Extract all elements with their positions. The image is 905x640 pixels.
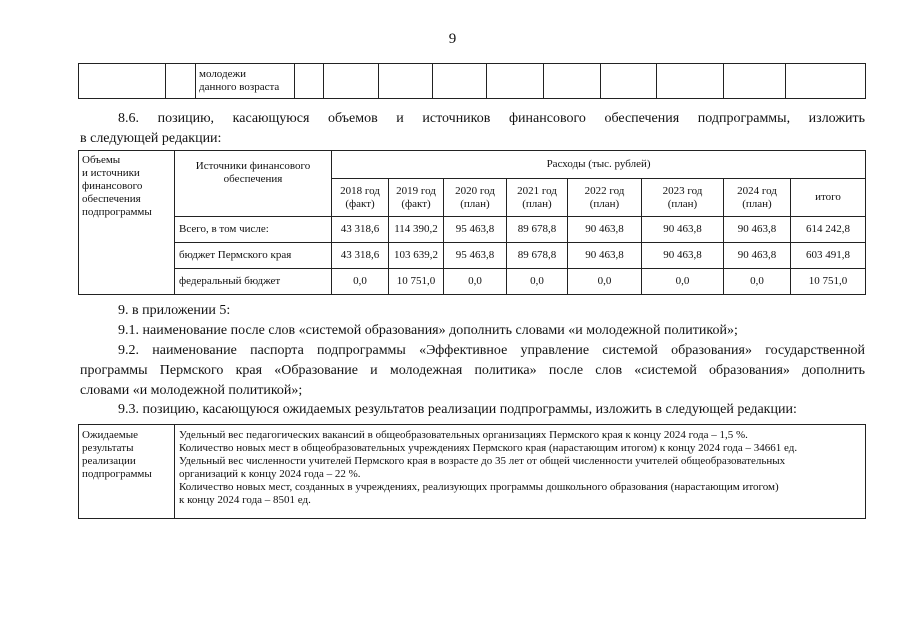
year-label: 2024 год [737, 184, 777, 197]
year-header [724, 179, 791, 217]
value-cell: 89 678,8 [507, 243, 568, 269]
result-line: Удельный вес педагогических вакансий в общеобразовательных организациях Пермского края к концу 2024 года – 1,5 %. [179, 429, 748, 441]
year-kind: (план) [742, 197, 772, 210]
cell-text: молодежи [199, 68, 246, 80]
value-cell: 0,0 [332, 269, 389, 295]
table-row [79, 269, 866, 295]
value-cell: 10 751,0 [389, 269, 444, 295]
result-line: Количество новых мест в общеобразовательных учреждениях Пермского края (нарастающим итогом) к концу 2024 года – 34661 ед. [179, 442, 798, 454]
table-cell [657, 64, 724, 99]
paragraph-9-2 [80, 341, 865, 401]
table-cell [601, 64, 657, 99]
row-label-line: обеспечения [82, 193, 141, 205]
value-cell: 95 463,8 [444, 217, 507, 243]
result-line: организаций к концу 2024 года – 22 %. [179, 468, 361, 480]
result-line: Удельный вес численности учителей Пермского края в возрасте до 35 лет от общей численности учителей общеобразовательных [179, 455, 786, 467]
results-label-cell [79, 425, 175, 519]
value-cell: 10 751,0 [791, 269, 866, 295]
header-line: обеспечения [223, 173, 283, 185]
year-header [507, 179, 568, 217]
row-label-line: Объемы [82, 154, 121, 166]
previous-table-fragment [78, 63, 866, 99]
value-cell: 43 318,6 [332, 217, 389, 243]
value-cell: 114 390,2 [389, 217, 444, 243]
finance-table [78, 150, 866, 295]
cell-text: данного возраста [199, 81, 280, 93]
total-header: итого [791, 179, 866, 217]
value-cell: 614 242,8 [791, 217, 866, 243]
year-label: 2020 год [455, 184, 495, 197]
value-cell: 95 463,8 [444, 243, 507, 269]
year-label: 2021 год [517, 184, 557, 197]
year-kind: (факт) [345, 197, 375, 210]
source-cell: бюджет Пермского края [175, 243, 332, 269]
sources-header [175, 151, 332, 217]
results-label-line: результаты [82, 442, 134, 454]
paragraph-line: 8.6. позицию, касающуюся объемов и источников финансового обеспечения подпрограммы, изложить [118, 111, 865, 126]
results-label-line: реализации [82, 455, 136, 467]
paragraph-line: словами «и молодежной политикой»; [80, 383, 303, 398]
row-label-line: подпрограммы [82, 206, 152, 218]
paragraph-line: 9.2. наименование паспорта подпрограммы «Эффективное управление системой образования» государственной [118, 343, 865, 358]
row-label-line: и источники [82, 167, 140, 179]
year-header [389, 179, 444, 217]
table-cell [295, 64, 324, 99]
value-cell: 90 463,8 [724, 217, 791, 243]
value-cell: 90 463,8 [568, 243, 642, 269]
table-cell [379, 64, 433, 99]
results-label-line: Ожидаемые [82, 429, 139, 441]
year-header [568, 179, 642, 217]
year-kind: (план) [522, 197, 552, 210]
value-cell: 90 463,8 [724, 243, 791, 269]
value-cell: 90 463,8 [642, 217, 724, 243]
paragraph-9-3: 9.3. позицию, касающуюся ожидаемых результатов реализации подпрограммы, изложить в следующей редакции: [118, 402, 797, 417]
value-cell: 103 639,2 [389, 243, 444, 269]
value-cell: 0,0 [444, 269, 507, 295]
paragraph-8-6 [80, 109, 865, 149]
table-cell [544, 64, 601, 99]
expenses-header: Расходы (тыс. рублей) [332, 151, 866, 179]
value-cell: 90 463,8 [642, 243, 724, 269]
table-row [79, 217, 866, 243]
results-text-cell [175, 425, 866, 519]
value-cell: 0,0 [507, 269, 568, 295]
page-number: 9 [448, 31, 457, 47]
year-header [332, 179, 389, 217]
source-cell: федеральный бюджет [175, 269, 332, 295]
results-table [78, 424, 866, 519]
year-label: 2022 год [584, 184, 625, 197]
paragraph-9-1: 9.1. наименование после слов «системой образования» дополнить словами «и молодежной политикой»; [118, 323, 738, 338]
table-cell [724, 64, 786, 99]
table-cell [487, 64, 544, 99]
results-label-line: подпрограммы [82, 468, 152, 480]
value-cell: 603 491,8 [791, 243, 866, 269]
value-cell: 89 678,8 [507, 217, 568, 243]
year-kind: (план) [667, 197, 698, 210]
table-row [79, 425, 866, 519]
result-line: Количество новых мест, созданных в учреждениях, реализующих программы дошкольного образования (нарастающим итогом) [179, 481, 779, 493]
year-label: 2019 год [396, 184, 436, 197]
year-label: 2023 год [662, 184, 703, 197]
row-label-line: финансового [82, 180, 143, 192]
row-label-cell [79, 151, 175, 295]
source-cell: Всего, в том числе: [175, 217, 332, 243]
value-cell: 43 318,6 [332, 243, 389, 269]
table-cell [324, 64, 379, 99]
value-cell: 0,0 [724, 269, 791, 295]
value-cell: 0,0 [642, 269, 724, 295]
table-cell [433, 64, 487, 99]
result-line: к концу 2024 года – 8501 ед. [179, 494, 311, 506]
paragraph-line: программы Пермского края «Образование и молодежная политика» после слов «системой образования» дополнить [80, 363, 865, 378]
table-cell [166, 64, 196, 99]
paragraph-line: в следующей редакции: [80, 131, 222, 146]
paragraph-9: 9. в приложении 5: [118, 303, 231, 318]
year-kind: (факт) [401, 197, 431, 210]
table-cell [79, 64, 166, 99]
table-cell [786, 64, 866, 99]
value-cell: 0,0 [568, 269, 642, 295]
year-label: 2018 год [340, 184, 380, 197]
year-header [642, 179, 724, 217]
year-kind: (план) [589, 197, 620, 210]
table-row [79, 243, 866, 269]
year-kind: (план) [460, 197, 490, 210]
value-cell: 90 463,8 [568, 217, 642, 243]
table-cell [196, 64, 295, 99]
year-header [444, 179, 507, 217]
header-line: Источники финансового [195, 160, 311, 172]
